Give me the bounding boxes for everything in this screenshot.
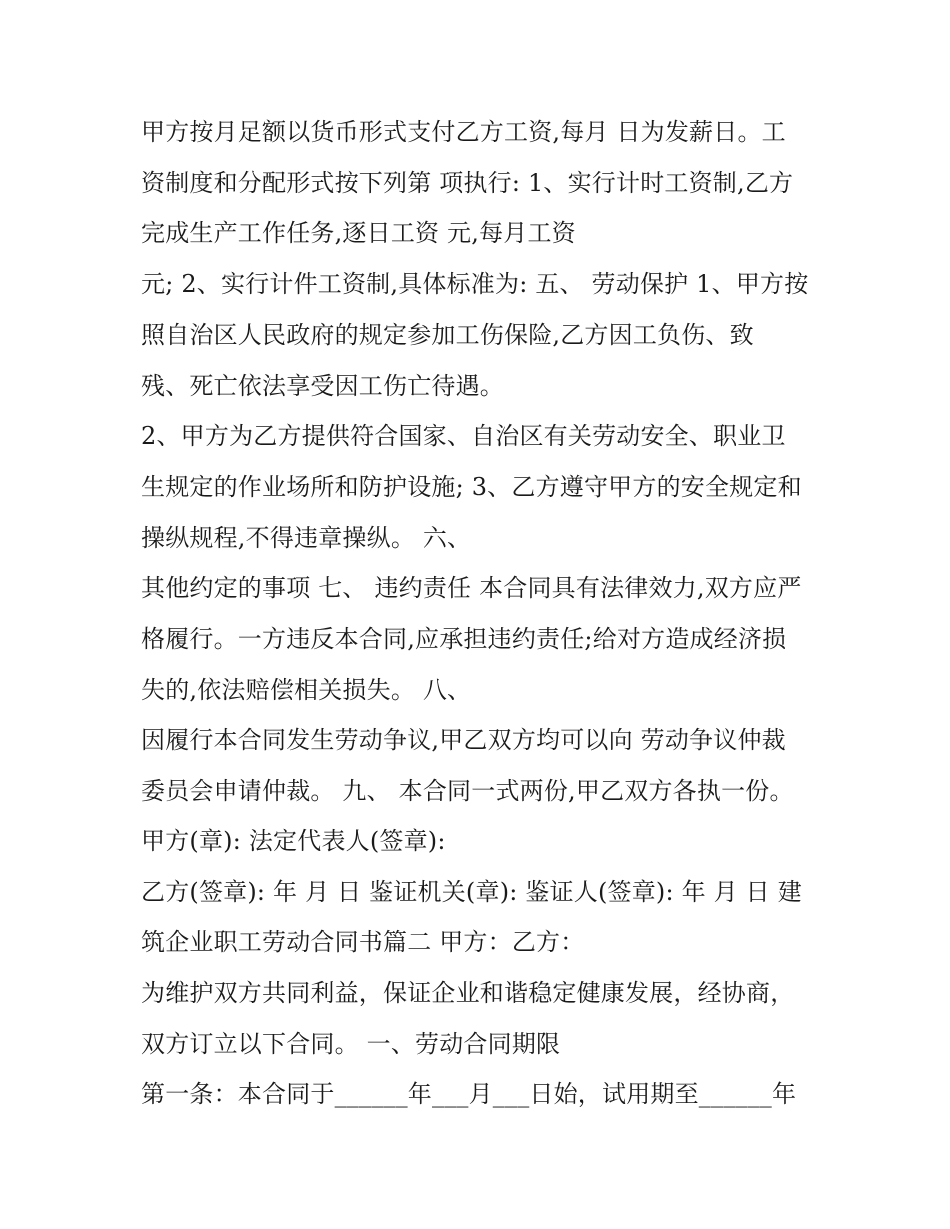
body-text-line: 委员会申请仲裁。 九、 本合同一式两份,甲乙双方各执一份。: [141, 777, 794, 805]
body-text-line: 其他约定的事项 七、 违约责任 本合同具有法律效力,双方应严: [141, 574, 802, 602]
body-text-line: 照自治区人民政府的规定参加工伤保险,乙方因工负伤、致: [141, 321, 754, 349]
body-text-line: 为维护双方共同利益，保证企业和谐稳定健康发展，经协商，: [141, 979, 795, 1007]
body-text-line: 操纵规程,不得违章操纵。 六、: [141, 524, 472, 552]
body-text-line: 生规定的作业场所和防护设施; 3、乙方遵守甲方的安全规定和: [141, 473, 802, 501]
body-text-line: 乙方(签章): 年 月 日 鉴证机关(章): 鉴证人(签章): 年 月 日 建: [141, 878, 802, 906]
body-text-line: 筑企业职工劳动合同书篇二 甲方：乙方：: [141, 928, 585, 956]
body-text-line: 甲方按月足额以货币形式支付乙方工资,每月 日为发薪日。工: [141, 118, 786, 146]
body-text-line: 双方订立以下合同。 一、劳动合同期限: [141, 1030, 561, 1058]
body-text-line: 元; 2、实行计件工资制,具体标准为: 五、 劳动保护 1、甲方按: [141, 270, 809, 298]
body-text-line: 失的,依法赔偿相关损失。 八、: [141, 676, 472, 704]
body-text-line: 甲方(章): 法定代表人(签章):: [141, 827, 446, 855]
body-text-line: 因履行本合同发生劳动争议,甲乙双方均可以向 劳动争议仲裁: [141, 726, 786, 754]
body-text-line: 2、甲方为乙方提供符合国家、自治区有关劳动安全、职业卫: [141, 422, 786, 450]
body-text-line: 第一条：本合同于______年___月___日始，试用期至______年: [141, 1080, 797, 1108]
body-text-line: 残、死亡依法享受因工伤亡待遇。: [141, 372, 504, 400]
body-text-line: 格履行。一方违反本合同,应承担违约责任;给对方造成经济损: [141, 625, 787, 653]
body-text-line: 完成生产工作任务,逐日工资 元,每月工资: [141, 219, 576, 247]
body-text-line: 资制度和分配形式按下列第 项执行: 1、实行计时工资制,乙方: [141, 169, 794, 197]
